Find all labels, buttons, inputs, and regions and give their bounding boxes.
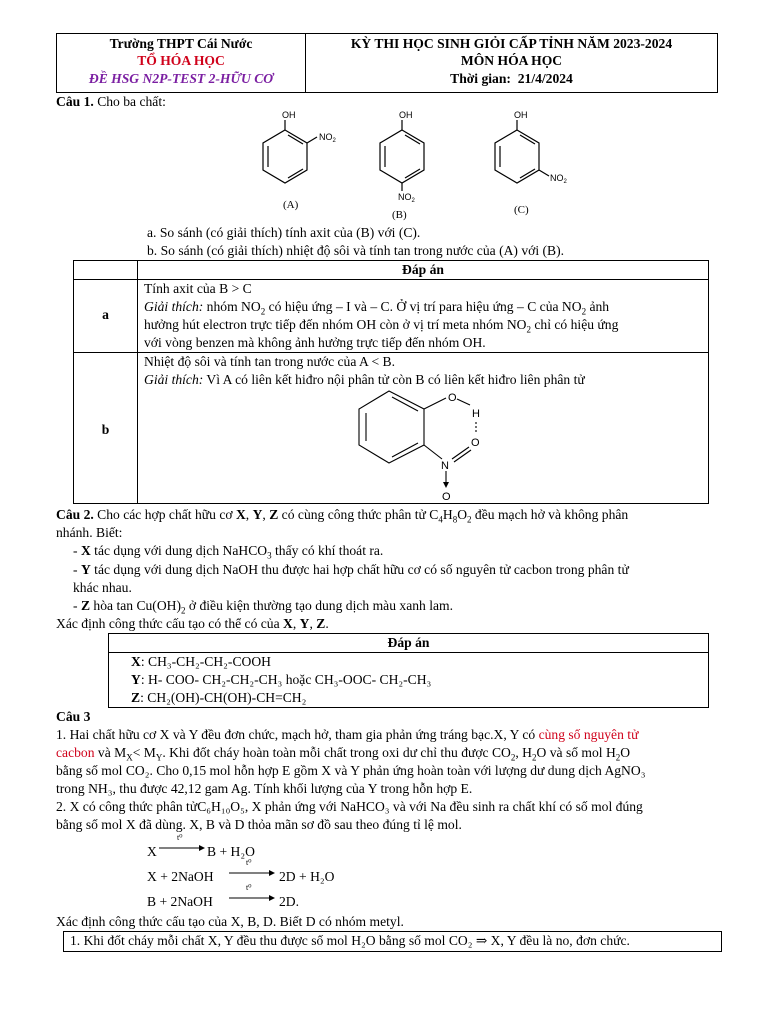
h-bond-diagram — [354, 389, 494, 501]
q3-p1-line4: trong NH₃, thu được 42,12 gam Ag. Tính khối lượng của Y trong hỗn hợp E. — [56, 781, 473, 796]
q2-bullet-x: - X tác dụng với dung dịch NaHCO$_3$ thấy có khí thoát ra. — [73, 543, 384, 561]
q2-answer-z: Z: CH₂(OH)-CH(OH)-CH=CH₂ — [131, 690, 307, 705]
n-label: N — [441, 460, 449, 472]
oh-label: OH — [399, 110, 413, 120]
label-c: (C) — [514, 204, 529, 216]
molecule-c — [485, 108, 580, 218]
row-b-label: b — [101, 422, 110, 437]
q3-ask: Xác định công thức cấu tạo của X, B, D. Biết D có nhóm metyl. — [56, 914, 404, 929]
arrow-label: t⁰ — [177, 833, 183, 842]
arrow-label: t⁰ — [246, 858, 252, 867]
q1-intro — [56, 93, 166, 111]
o-label: O — [448, 392, 457, 404]
q3-p2-line1: 2. X có công thức phân tửC₆H₁₀O₅, X phản ứng với NaHCO₃ và với Na đều sinh ra chất khí có số mol đúng — [56, 799, 643, 814]
q1-part-b: b. So sánh (có giải thích) nhiệt độ sôi và tính tan trong nước của (A) với (B). — [147, 243, 565, 258]
time-label: Thời gian: — [450, 71, 511, 86]
arrow-label: t⁰ — [246, 883, 252, 892]
q1-table-header: Đáp án — [402, 262, 444, 277]
q3-p2-line2: bằng số mol X đã dùng. X, B và D thỏa mãn sơ đồ sau theo đúng tỉ lệ mol. — [56, 817, 462, 832]
arrow-icon — [229, 868, 275, 878]
oh-label: OH — [282, 110, 296, 120]
oh-label: OH — [514, 110, 528, 120]
o-label: O — [442, 491, 451, 501]
no2-label: $NO_2$ — [550, 173, 567, 185]
arrow-icon — [159, 843, 205, 853]
department-name: TỔ HÓA HỌC — [137, 53, 225, 68]
exam-time — [306, 71, 717, 87]
reaction-1: X t⁰ B + H₂O — [147, 833, 255, 859]
row-b-line1: Nhiệt độ sôi và tính tan trong nước của A < B. — [144, 354, 396, 369]
row-b-line2: Giải thích: Vì A có liên kết hiđro nội phân tử còn B có liên kết hiđro liên phân tử — [144, 372, 585, 387]
exam-title: KỲ THI HỌC SINH GIỎI CẤP TỈNH NĂM 2023-2024 — [350, 36, 673, 51]
q1-answer-table — [73, 260, 709, 504]
highlight-text: cacbon — [56, 745, 95, 760]
reaction-2: X + 2NaOH t⁰ 2D + H₂O — [147, 858, 335, 884]
q2-answer-x: X: CH₃-CH₂-CH₂-COOH — [131, 654, 271, 669]
q2-answer-y: Y: H- COO- CH₂-CH₂-CH₃ hoặc CH₃-OOC- CH₂-CH₃ — [131, 672, 432, 687]
molecule-b — [370, 108, 440, 223]
row-a-line2: Giải thích: nhóm $NO_2$ có hiệu ứng – I và – C. Ở vị trí para hiệu ứng – C của $NO_2$ ảnh — [144, 299, 610, 317]
q3-label: Câu 3 — [56, 709, 91, 724]
row-a-line1: Tính axit của B > C — [144, 281, 252, 296]
row-a-line3: hưởng hút electron trực tiếp đến nhóm OH còn ở vị trí meta nhóm $NO_2$ chỉ có hiệu ứng — [144, 317, 619, 335]
header-box — [56, 33, 718, 93]
no2-label: $NO_2$ — [319, 132, 336, 144]
q2-ask: Xác định công thức cấu tạo có thể có của X, Y, Z. — [56, 616, 329, 631]
subject: MÔN HÓA HỌC — [460, 53, 563, 68]
school-name: Trường THPT Cái Nước — [109, 36, 253, 51]
molecule-a — [255, 108, 350, 213]
q2-bullet-y: - Y tác dụng với dung dịch NaOH thu được hai hợp chất hữu cơ có số nguyên tử cacbon trong phân tử — [73, 562, 629, 577]
reaction-3: B + 2NaOH t⁰ 2D. — [147, 883, 300, 909]
row-b-expl-label: Giải thích: — [144, 372, 204, 387]
label-a: (A) — [283, 199, 299, 211]
no2-label: $NO_2$ — [398, 192, 415, 204]
q3-p1-line2: cacbon và $M_X< M_Y$. Khi đốt cháy hoàn toàn mỗi chất trong oxi dư chỉ thu được $CO_2$, $H_2O$ và số mol $H_2O$ — [56, 745, 631, 763]
arrow-icon — [229, 893, 275, 903]
q3-p1-line1: 1. Hai chất hữu cơ X và Y đều đơn chức, mạch hở, tham gia phản ứng tráng bạc.X, Y có cùng số nguyên tử — [56, 727, 639, 742]
q2-intro: Câu 2. Cho các hợp chất hữu cơ X, Y, Z có cùng công thức phân tử $C_4H_8O_2$ đều mạch hở và không phân — [56, 507, 629, 525]
q2-answer-table — [108, 633, 709, 708]
h-label: H — [472, 408, 480, 420]
q2-bullet-y-cont: khác nhau. — [73, 580, 132, 595]
row-a-label: a — [102, 307, 109, 322]
q1-part-a: a. So sánh (có giải thích) tính axit của (B) với (C). — [147, 225, 421, 240]
row-a-expl-label: Giải thích: — [144, 299, 204, 314]
col-divider — [137, 261, 138, 503]
q2-intro-line2: nhánh. Biết: — [56, 525, 123, 540]
q3-answer-line: 1. Khi đốt cháy mỗi chất X, Y đều thu được số mol H₂O bằng số mol CO₂ ⇒ X, Y đều là no, đơn chức. — [70, 933, 630, 948]
q3-p1-line3: bằng số mol CO₂. Cho 0,15 mol hỗn hợp E gồm X và Y phản ứng hoàn toàn với lượng dư dung dịch AgNO₃ — [56, 763, 646, 778]
q2-table-header: Đáp án — [387, 635, 430, 650]
test-name: ĐỀ HSG N2P-TEST 2-HỮU CƠ — [88, 71, 274, 86]
q3-answer-box — [63, 931, 722, 952]
q2-bullet-z: - Z hòa $\tan Cu(OH)_2$ ở điều kiện thường tạo dung dịch màu xanh lam. — [73, 598, 454, 616]
highlight-text: cùng số nguyên tử — [538, 727, 639, 742]
q2-label: Câu 2. — [56, 507, 94, 522]
o-label: O — [471, 437, 480, 449]
q1-text: Cho ba chất: — [97, 94, 166, 109]
row-a-line4: với vòng benzen mà không ảnh hưởng trực tiếp đến nhóm OH. — [144, 335, 486, 350]
label-b: (B) — [392, 209, 407, 221]
time-value: 21/4/2024 — [517, 71, 573, 86]
q1-label: Câu 1. — [56, 94, 94, 109]
